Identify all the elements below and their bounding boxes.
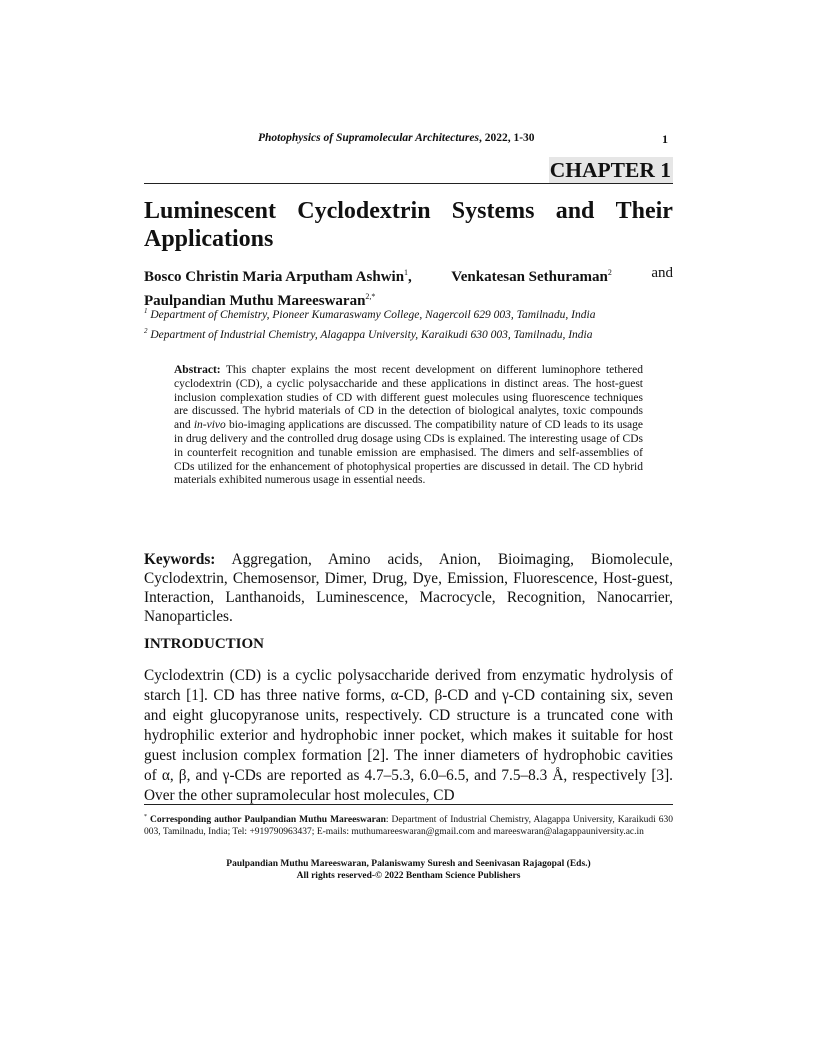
author-affil-marker: 1 — [404, 268, 409, 277]
keywords: Keywords: Aggregation, Amino acids, Anion, Bioimaging, Biomolecule, Cyclodextrin, Chemosensor, Dimer, Drug, Dye, Emission, Fluorescence, Host-guest, Interaction, Lanthanoids, Luminescence, Macrocycle, Recognition, Nanocarrier, Nanoparticles. — [144, 551, 673, 625]
author-name: Paulpandian Muthu Mareeswaran — [144, 293, 366, 309]
title-word: and — [555, 198, 595, 224]
page-number: 1 — [662, 132, 668, 146]
affiliation: $^2$ Department of Industrial Chemistry, Alagappa University, Karaikudi 630 003, Tamilnadu, India — [144, 327, 593, 341]
journal-details: , 2022, 1-30 — [478, 132, 535, 144]
header-rule — [144, 183, 673, 184]
title-word: Systems — [451, 198, 535, 224]
abstract: Abstract: This chapter explains the most recent development on different luminophore tethered cyclodextrin (CD), a cyclic polysaccharide and these applications in distinct areas. The host-guest inclusion complexation studies of CD with different guest molecules using fluorescence techniques are discussed. The hybrid materials of CD in the detection of biological analytes, toxic compounds and in-vivo bio-imaging applications are discussed. The compatibility nature of CD leads to its usage in drug delivery and the controlled drug dosage using CDs is explained. The interesting usage of CDs in counterfeit recognition and tunable emission are emphasised. The dimers and self-assemblies of CDs utilized for the enhancement of photophysical properties are discussed in detail. The CD hybrid materials exhibited numerous usage in essential needs. — [174, 364, 643, 487]
author-name: Venkatesan Sethuraman — [451, 269, 608, 285]
author-conjunction: and — [651, 265, 673, 281]
footnote-label: Corresponding author Paulpandian Muthu Mareeswaran — [150, 815, 386, 826]
footnote: * Corresponding author Paulpandian Muthu Mareeswaran: Department of Industrial Chemistry, Alagappa University, Karaikudi 630 003, Tamilnadu, India; Tel: +919790963437; E-mails: muthumareeswaran@gmail.com and mareeswaran@alagappauniversity.ac.in — [144, 814, 674, 838]
running-header — [258, 132, 678, 144]
title-line-1 — [144, 197, 673, 225]
footnote-rule — [144, 804, 673, 805]
abstract-label: Abstract: — [174, 364, 221, 376]
journal-title: Photophysics of Supramolecular Architectures — [258, 132, 479, 144]
title-word: Cyclodextrin — [297, 198, 431, 224]
publisher-info: Paulpandian Muthu Mareeswaran, Palaniswamy Suresh and Seenivasan Rajagopal (Eds.) All rights reserved-© 2022 Bentham Science Publishers — [226, 859, 591, 881]
chapter-title — [144, 197, 673, 253]
author-affil-marker: 2 — [607, 268, 612, 277]
author-name: Bosco Christin Maria Arputham Ashwin — [144, 269, 405, 285]
title-word: Their — [615, 198, 673, 224]
keywords-label: Keywords: — [144, 551, 216, 568]
author-affil-marker: 2,* — [365, 292, 376, 301]
section-heading: INTRODUCTION — [144, 636, 265, 652]
affiliation: $^1$ Department of Chemistry, Pioneer Kumaraswamy College, Nagercoil 629 003, Tamilnadu, India — [144, 307, 596, 321]
author-list: Bosco Christin Maria Arputham Ashwin$^1$, Venkatesan Sethuraman$^2$ and Paulpandian Muthu Mareeswaran$^{2,*}$ — [144, 265, 673, 309]
title-word: Luminescent — [144, 198, 276, 224]
chapter-label: CHAPTER 1 — [549, 158, 671, 182]
title-line-2: Applications — [144, 226, 274, 252]
introduction-paragraph: Cyclodextrin (CD) is a cyclic polysaccharide derived from enzymatic hydrolysis of starch [1]. CD has three native forms, α-CD, β-CD and γ-CD containing six, seven and eight glucopyranose units, respectively. CD structure is a truncated cone with hydrophilic exterior and hydrophobic inner pocket, which makes it suitable for host guest inclusion complex formation [2]. The inner diameters of hydrophobic cavities of α, β, and γ-CDs are reported as 4.7–5.3, 6.0–6.5, and 7.5–8.3 Å, respectively [3]. Over the other supramolecular host molecules, CD — [144, 667, 673, 804]
